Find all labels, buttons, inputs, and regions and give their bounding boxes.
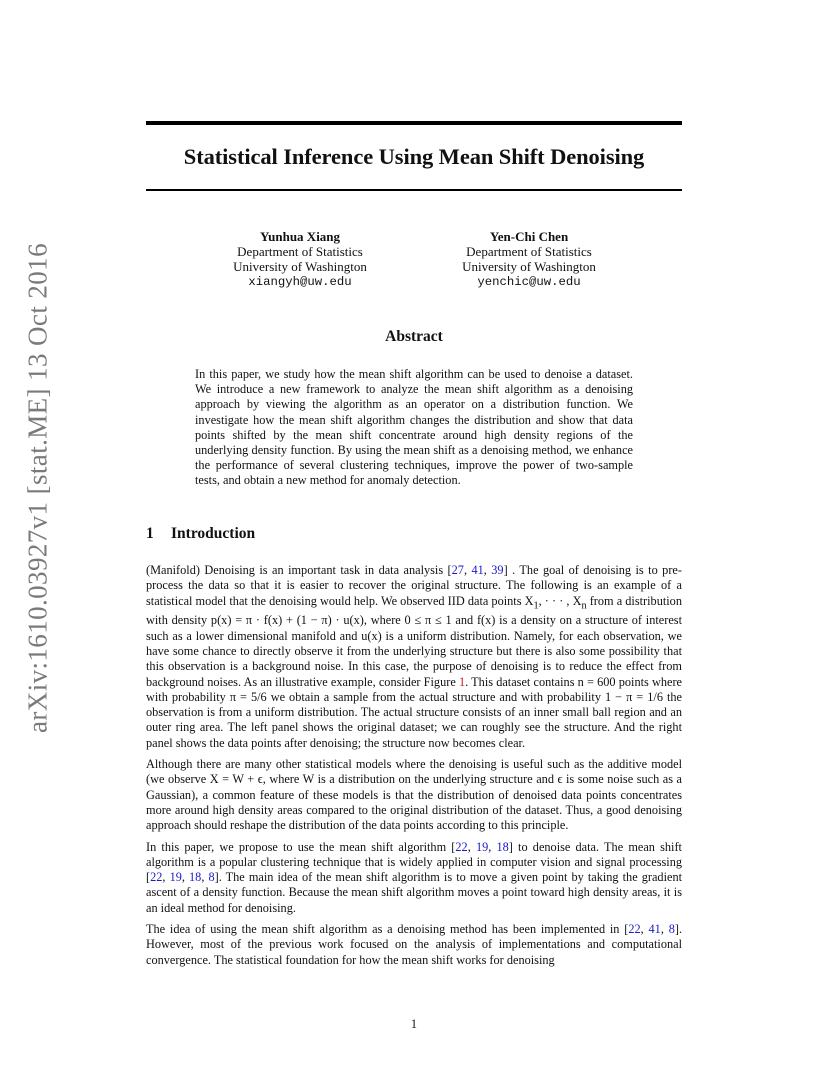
text-run: ]. However, most of the previous work focused on the analysis of implementations and computational convergence. The statistical foundation for how the mean shift works for denoising bbox=[146, 921, 683, 967]
author-block-2 bbox=[419, 229, 639, 290]
citation-link[interactable]: 41 bbox=[648, 921, 661, 936]
abstract-text: In this paper, we study how the mean shift algorithm can be used to denoise a dataset. We introduce a new framework to analyze the mean shift algorithm as a denoising approach by viewing the algorithm as an operator on a distribution function. We investigate how the mean shift algorithm changes the distribution and show that data points shifted by the mean shift concentrate around high density regions of the underlying density function. By using the mean shift as a denoising method, we enhance the performance of several clustering techniques, improve the power of two-sample tests, and obtain a new method for anomaly detection. bbox=[195, 367, 633, 488]
citation-link[interactable]: 22 bbox=[150, 870, 163, 885]
subscript: 1 bbox=[533, 600, 539, 612]
citation-link[interactable]: 18 bbox=[189, 870, 202, 885]
author-email: xiangyh@uw.edu bbox=[248, 274, 352, 289]
paragraph-4 bbox=[146, 922, 682, 968]
section-heading bbox=[146, 525, 255, 543]
text-run: ]. The main idea of the mean shift algorithm is to move a given point by taking the gradient ascent of a density function. Because the mean shift algorithm moves a point toward high density areas, it is an ideal method for denoising. bbox=[146, 870, 683, 915]
section-title: Introduction bbox=[171, 525, 256, 542]
author-name: Yunhua Xiang bbox=[259, 229, 341, 244]
text-run: , bbox=[463, 563, 472, 577]
author-email: yenchic@uw.edu bbox=[477, 274, 581, 289]
text-run: , bbox=[181, 870, 190, 885]
text-run: . This dataset contains n = 600 points where with probability π = 5/6 we obtain a sample from the actual structure and with probability 1 − π = 1/6 the observation is from a uniform distribution. The actual structure consists of an inner small ball region and an outer ring area. The left panel shows the original dataset; we can roughly see the structure. And the right panel shows the data points after denoising; the structure now becomes clear. bbox=[146, 674, 683, 750]
citation-link[interactable]: 8 bbox=[208, 870, 215, 885]
paper-title: Statistical Inference Using Mean Shift Denoising bbox=[183, 144, 645, 169]
citation-link[interactable]: 19 bbox=[475, 839, 489, 854]
abstract-heading: Abstract bbox=[385, 328, 443, 345]
page-number: 1 bbox=[410, 1017, 418, 1031]
figure-link[interactable]: 1 bbox=[458, 674, 466, 689]
author-university: University of Washington bbox=[233, 259, 367, 275]
section-number: 1 bbox=[146, 525, 154, 542]
paragraph-2: Although there are many other statistical models where the denoising is useful such as the additive model (we observe X = W + ϵ, where W is a distribution on the underlying structure and ϵ is some noise such as a Gaussian), a common feature of these models is that the distribution of denoised data points concentrates more around high density areas compared to the original distribution of the dataset. Thus, a good denoising approach should reshape the distribution of the data points according to this principle. bbox=[146, 757, 682, 833]
text-run: In this paper, we propose to use the mean shift algorithm [ bbox=[146, 839, 456, 854]
paragraph-1 bbox=[146, 563, 682, 751]
author-department: Department of Statistics bbox=[466, 244, 592, 260]
citation-link[interactable]: 22 bbox=[628, 921, 641, 936]
text-run: ] . The goal of denoising is to pre-process the data so that it is easier to recover the original structure. The following is an example of a statistical model that the denoising would help. We observed IID data points X bbox=[146, 563, 682, 608]
text-run: , bbox=[488, 839, 497, 854]
text-run: ] to denoise data. The mean shift algorithm is a popular clustering technique that is widely applied in computer vision and signal processing [ bbox=[146, 839, 682, 885]
introduction-body bbox=[146, 563, 682, 974]
author-department: Department of Statistics bbox=[237, 244, 363, 260]
text-run: , bbox=[467, 839, 476, 854]
citation-link[interactable]: 39 bbox=[491, 563, 504, 577]
citation-link[interactable]: 27 bbox=[451, 563, 464, 577]
text-run: from a distribution with density p(x) = π · f(x) + (1 − π) · u(x), where 0 ≤ π ≤ 1 and f(x) is a density on a structure of interest such as a lower dimensional manifold and u(x) is a uniform distribution. Namely, for each observation, we have some chance to directly observe it from the underlying structure but there is also some possibility that this observation is a background noise. In this case, the purpose of denoising is to reduce the effect from background noises. As an illustrative example, consider Figure bbox=[146, 593, 682, 689]
text-run: , bbox=[201, 870, 209, 885]
text-run: (Manifold) Denoising is an important task in data analysis [ bbox=[146, 563, 452, 577]
arxiv-identifier-text: arXiv:1610.03927v1 [stat.ME] 13 Oct 2016 bbox=[22, 243, 53, 733]
text-run: , bbox=[640, 921, 649, 936]
paragraph-3 bbox=[146, 840, 682, 916]
citation-link[interactable]: 22 bbox=[455, 839, 468, 854]
subscript: n bbox=[581, 600, 587, 612]
text-run: , bbox=[162, 870, 170, 885]
author-name: Yen-Chi Chen bbox=[489, 229, 569, 244]
text-run: , bbox=[660, 921, 669, 936]
citation-link[interactable]: 8 bbox=[668, 921, 675, 936]
text-run: , bbox=[483, 563, 492, 577]
citation-link[interactable]: 41 bbox=[471, 563, 484, 577]
author-block-1 bbox=[190, 229, 410, 290]
title-rule-top bbox=[146, 121, 682, 125]
author-university: University of Washington bbox=[462, 259, 596, 275]
text-run: , · · · , X bbox=[538, 593, 582, 608]
title-rule-bottom bbox=[146, 189, 682, 191]
citation-link[interactable]: 19 bbox=[169, 870, 182, 885]
text-run: The idea of using the mean shift algorithm as a denoising method has been implemented in [ bbox=[146, 921, 629, 936]
citation-link[interactable]: 18 bbox=[496, 839, 509, 854]
